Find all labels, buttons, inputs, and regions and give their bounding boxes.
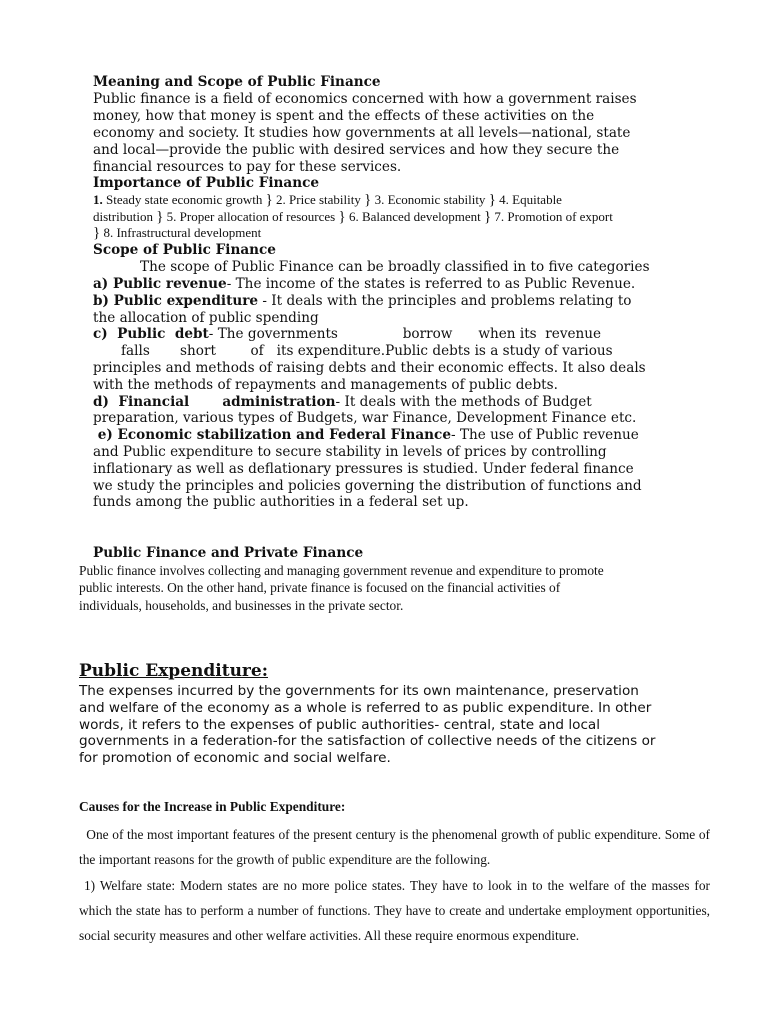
- scope-text-line: with the methods of repayments and managements of public debts.: [93, 376, 558, 393]
- body-line: The expenses incurred by the governments for its own maintenance, preservation: [79, 683, 639, 699]
- brace-glyph: }: [488, 192, 496, 208]
- scope-intro: The scope of Public Finance can be broadly classified in to five categories: [140, 259, 650, 275]
- causes-paragraph: 1) Welfare state: Modern states are no more police states. They have to look in to the welfare of the masses for which the state has to perform a number of functions. They have to create and undertake employment opportunities, social security measures and other welfare activities. All these require enormous expenditure.: [79, 877, 714, 944]
- meaning-line: financial resources to pay for these services.: [93, 158, 402, 175]
- meaning-section: [93, 74, 693, 175]
- item-number: 1.: [93, 192, 103, 207]
- importance-line: [93, 192, 713, 209]
- scope-item-e: [93, 427, 673, 444]
- scope-text: - The income of the states is referred to as Public Revenue.: [226, 276, 636, 292]
- importance-item: 8. Infrastructural development: [100, 225, 262, 240]
- scope-text-line: principles and methods of raising debts and their economic effects. It also deals: [93, 359, 646, 376]
- meaning-title: Meaning and Scope of Public Finance: [93, 74, 381, 90]
- brace-glyph: }: [364, 192, 372, 208]
- importance-item: distribution: [93, 208, 157, 224]
- importance-item: Steady state economic growth: [102, 192, 266, 207]
- scope-text: - It deals with the methods of Budget: [335, 393, 592, 410]
- meaning-line: Public finance is a field of economics concerned with how a government raises: [93, 90, 637, 107]
- importance-item: 3. Economic stability: [371, 192, 489, 207]
- meaning-line: economy and society. It studies how governments at all levels—national, state: [93, 124, 631, 141]
- causes-body: [79, 822, 714, 948]
- brace-glyph: }: [338, 208, 346, 225]
- brace-glyph: }: [156, 208, 164, 225]
- importance-line: [93, 209, 713, 226]
- scope-text-line: preparation, various types of Budgets, war Finance, Development Finance etc.: [93, 410, 637, 427]
- meaning-line: and local—provide the public with desired services and how they secure the: [93, 141, 620, 158]
- scope-text: - The use of Public revenue: [450, 427, 639, 444]
- importance-list: [93, 192, 713, 242]
- brace-glyph: }: [483, 208, 492, 225]
- scope-label: a) Public revenue: [93, 276, 227, 292]
- importance-item: 6. Balanced development: [345, 208, 484, 224]
- scope-item-d: [93, 394, 673, 411]
- importance-title: Importance of Public Finance: [93, 175, 320, 191]
- scope-label: c) Public debt: [93, 326, 209, 343]
- scope-text-line: the allocation of public spending: [93, 309, 319, 326]
- scope-text-line: we study the principles and policies governing the distribution of functions and: [93, 477, 642, 494]
- public-private-body: [79, 562, 719, 614]
- brace-glyph: }: [93, 225, 101, 241]
- body-line: words, it refers to the expenses of public authorities- central, state and local: [79, 716, 601, 733]
- body-line: and welfare of the economy as a whole is referred to as public expenditure. In other: [79, 699, 652, 716]
- scope-text: - It deals with the principles and problems relating to: [258, 292, 632, 309]
- public-expenditure-body: [79, 683, 719, 767]
- body-line: individuals, households, and businesses in the private sector.: [79, 597, 404, 613]
- brace-glyph: }: [265, 192, 273, 208]
- scope-item-b: [93, 293, 673, 310]
- scope-title: Scope of Public Finance: [93, 242, 276, 258]
- scope-label: d) Financial administration: [93, 393, 336, 410]
- scope-text: - The governments borrow when its revenue: [208, 326, 602, 343]
- body-line: for promotion of economic and social welfare.: [79, 750, 391, 767]
- causes-paragraph: One of the most important features of the present century is the phenomenal growth of public expenditure. Some of the important reasons for the growth of public expenditure are the following.: [79, 827, 714, 868]
- scope-list: [93, 276, 673, 511]
- body-line: Public finance involves collecting and managing government revenue and expenditure to promote: [79, 563, 604, 578]
- importance-item: 2. Price stability: [272, 192, 365, 207]
- body-line: governments in a federation-for the satisfaction of collective needs of the citizens or: [79, 733, 656, 750]
- scope-label: e) Economic stabilization and Federal Finance: [93, 427, 451, 444]
- meaning-line: money, how that money is spent and the effects of these activities on the: [93, 107, 595, 124]
- public-expenditure-title: Public Expenditure:: [79, 661, 268, 681]
- scope-text-line: falls short of its expenditure.Public debts is a study of various: [121, 343, 613, 360]
- importance-item: 4. Equitable: [495, 192, 562, 207]
- importance-line: [93, 225, 713, 242]
- scope-text-line: and Public expenditure to secure stability in levels of prices by controlling: [93, 443, 607, 460]
- importance-item: 7. Promotion of export: [491, 208, 613, 224]
- public-private-title: Public Finance and Private Finance: [93, 545, 364, 561]
- importance-item: 5. Proper allocation of resources: [163, 208, 339, 224]
- body-line: public interests. On the other hand, private finance is focused on the financial activities of: [79, 580, 561, 596]
- scope-text-line: inflationary as well as deflationary pressures is studied. Under federal finance: [93, 460, 634, 477]
- scope-text-line: funds among the public authorities in a federal set up.: [93, 494, 469, 511]
- scope-item-a: [93, 276, 673, 293]
- scope-item-c: [93, 326, 673, 343]
- causes-title: Causes for the Increase in Public Expenditure:: [79, 799, 346, 814]
- scope-label: b) Public expenditure: [93, 292, 259, 309]
